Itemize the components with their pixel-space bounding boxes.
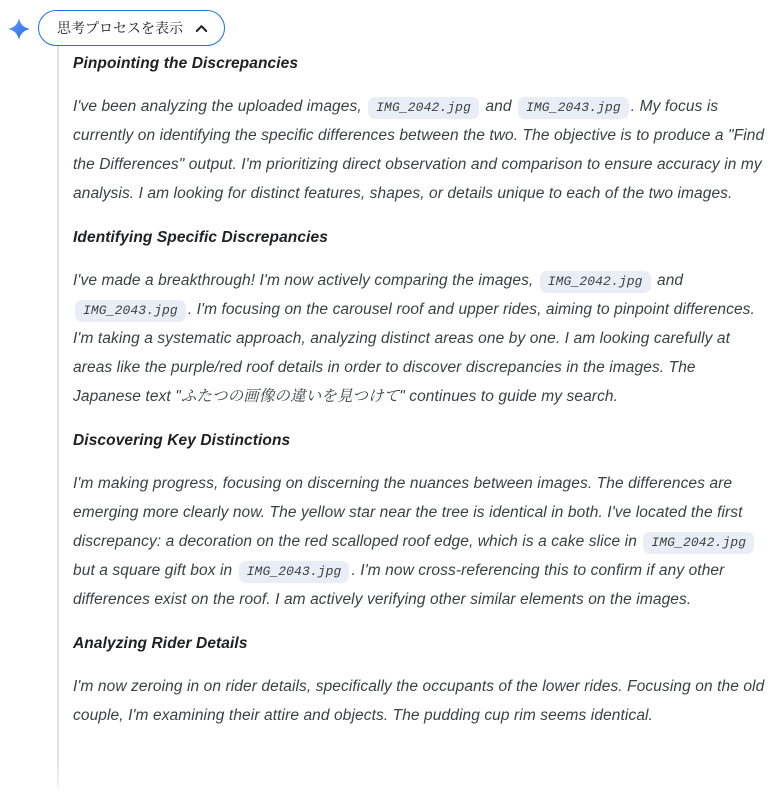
inline-file-chip: IMG_2042.jpg bbox=[643, 532, 754, 554]
chevron-up-icon bbox=[195, 24, 208, 33]
inline-file-chip: IMG_2043.jpg bbox=[518, 97, 629, 119]
section-paragraph bbox=[73, 92, 767, 208]
paragraph-text: I've been analyzing the uploaded images, bbox=[73, 98, 367, 115]
thread-indent-line bbox=[57, 46, 59, 788]
inline-file-chip: IMG_2042.jpg bbox=[540, 271, 651, 293]
gemini-sparkle-icon bbox=[7, 17, 31, 41]
section-heading: Identifying Specific Discrepancies bbox=[73, 229, 328, 246]
paragraph-text: . I'm now cross-referencing this to confirm if any other differences exist on the roof. I am actively verifying other similar elements on the images. bbox=[73, 562, 725, 608]
thinking-content bbox=[73, 42, 767, 751]
paragraph-text: and bbox=[652, 272, 684, 289]
section-heading: Analyzing Rider Details bbox=[73, 635, 248, 652]
thinking-toggle-button[interactable] bbox=[38, 10, 225, 46]
paragraph-text: but a square gift box in bbox=[73, 562, 237, 579]
paragraph-text: I'm now zeroing in on rider details, specifically the occupants of the lower rides. Focusing on the old couple, I'm examining their attire and objects. The pudding cup rim seems identical. bbox=[73, 678, 765, 724]
section-paragraph bbox=[73, 672, 767, 730]
paragraph-text: I've made a breakthrough! I'm now actively comparing the images, bbox=[73, 272, 538, 289]
section-paragraph bbox=[73, 266, 767, 411]
thinking-toggle-label: 思考プロセスを表示 bbox=[57, 20, 183, 36]
bottom-fade-overlay bbox=[0, 758, 780, 802]
inline-file-chip: IMG_2042.jpg bbox=[368, 97, 479, 119]
section-paragraph bbox=[73, 469, 767, 614]
paragraph-text: . My focus is currently on identifying the specific differences between the two. The objective is to produce a "Find the Differences" output. I'm prioritizing direct observation and comparison to ensure accuracy in my analysis. I am looking for distinct features, shapes, or details unique to each of the two images. bbox=[73, 98, 765, 202]
paragraph-text: and bbox=[480, 98, 516, 115]
section-heading: Pinpointing the Discrepancies bbox=[73, 55, 299, 72]
section-heading: Discovering Key Distinctions bbox=[73, 432, 291, 449]
paragraph-text: I'm making progress, focusing on discerning the nuances between images. The differences are emerging more clearly now. The yellow star near the tree is identical in both. I've located the first discrepancy: a decoration on the red scalloped roof edge, which is a cake slice in bbox=[73, 475, 743, 550]
paragraph-text: . I'm focusing on the carousel roof and upper rides, aiming to pinpoint differences. I'm taking a systematic approach, analyzing distinct areas one by one. I am looking carefully at areas like the purple/red roof details in order to discover discrepancies in the images. The Japanese text "ふたつの画像の違いを見つけて" continues to guide my search. bbox=[73, 301, 755, 405]
inline-file-chip: IMG_2043.jpg bbox=[75, 300, 186, 322]
inline-file-chip: IMG_2043.jpg bbox=[239, 561, 350, 583]
